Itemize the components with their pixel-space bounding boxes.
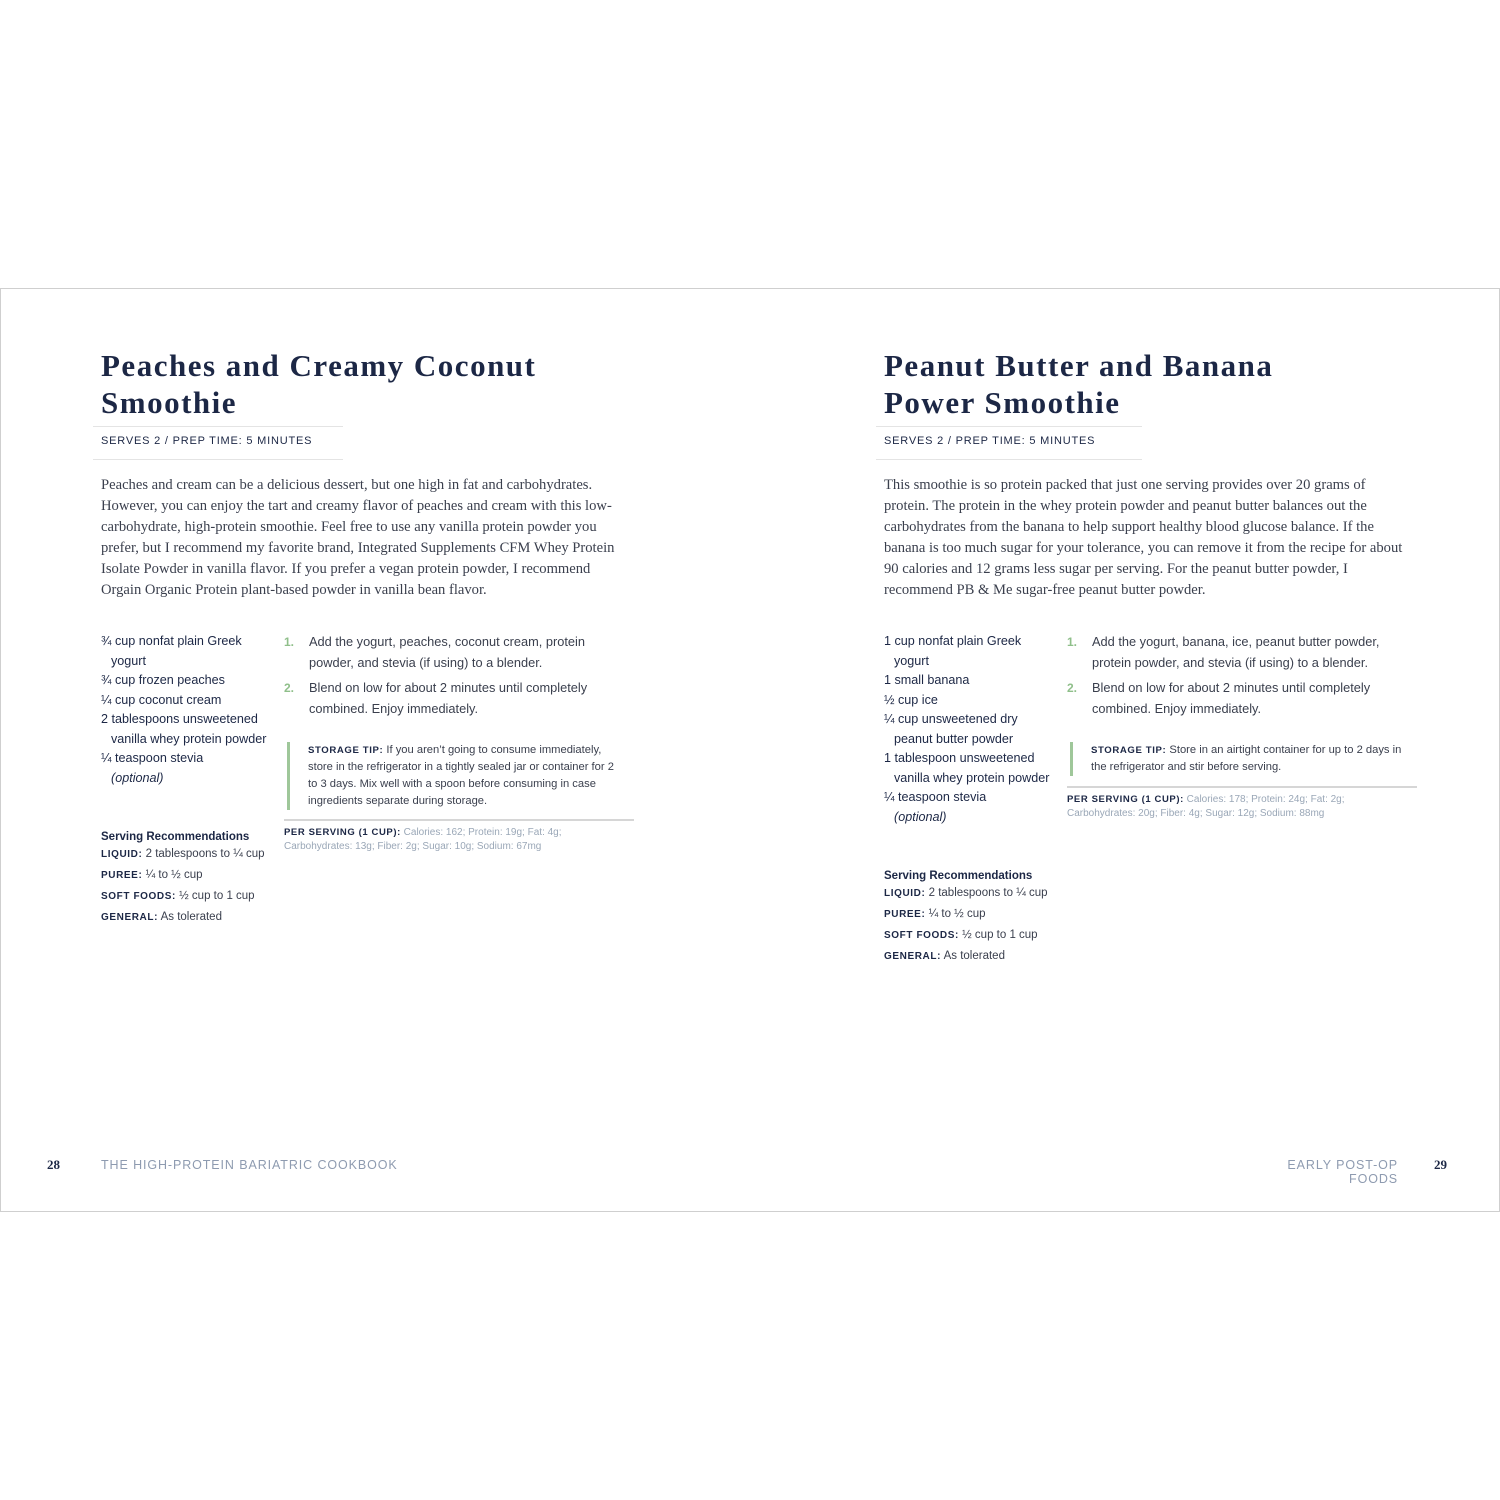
- serving-label: SOFT FOODS:: [101, 891, 176, 902]
- left-page: [1, 289, 750, 1211]
- serving-recommendations: [884, 868, 1054, 969]
- storage-tip: [1070, 742, 1409, 776]
- divider: [876, 426, 1142, 427]
- step-list: [1067, 632, 1397, 724]
- ingredient-item: 2 tablespoons unsweetened vanilla whey protein powder: [101, 712, 267, 746]
- step-item: [284, 678, 614, 719]
- serving-recommendations: [101, 829, 271, 930]
- serving-heading: Serving Recommendations: [884, 870, 1033, 882]
- ingredient-item: 1 small banana: [884, 673, 970, 687]
- step-item: [1067, 632, 1397, 673]
- page-number: 29: [1434, 1157, 1447, 1172]
- ingredient-list: [101, 632, 271, 788]
- ingredient-item: 1 cup nonfat plain Greek yogurt: [884, 634, 1022, 668]
- ingredient-text: ¼ teaspoon stevia: [101, 751, 204, 765]
- tip-label: STORAGE TIP:: [308, 745, 384, 756]
- serving-value: 2 tablespoons to ¼ cup: [145, 848, 265, 860]
- recipe-intro: Peaches and cream can be a delicious dessert, but one high in fat and carbohydrates. However, you can enjoy the tart and creamy flavor of peaches and cream with this low-carbohydrate, high-protein smoothie. Feel free to use any vanilla protein powder you prefer, but I recommend my favorite brand, Integrated Supplements CFM Whey Protein Isolate Powder in vanilla flavor. If you prefer a vegan protein powder, I recommend Orgain Organic Protein plant-based powder in vanilla bean flavor.: [101, 477, 615, 598]
- storage-tip: [287, 742, 626, 810]
- title-line-1: Peanut Butter and Banana: [884, 348, 1274, 383]
- serving-value: ½ cup to 1 cup: [179, 890, 255, 902]
- serving-puree: [884, 906, 1054, 923]
- ingredient-optional: (optional): [894, 809, 947, 824]
- running-head: EARLY POST-OP FOODS: [1287, 1158, 1398, 1186]
- ingredient-text: ¼ teaspoon stevia: [884, 790, 987, 804]
- tip-label: STORAGE TIP:: [1091, 745, 1167, 756]
- step-number: 1.: [284, 635, 295, 649]
- serving-value: ¼ to ½ cup: [928, 908, 986, 920]
- ingredient-item: ¼ cup coconut cream: [101, 692, 222, 707]
- serving-label: PUREE:: [884, 909, 926, 920]
- divider: [284, 819, 634, 821]
- serving-puree: [101, 867, 271, 884]
- title-line-2: Smoothie: [101, 385, 237, 420]
- step-list: [284, 632, 614, 724]
- serving-value: 2 tablespoons to ¼ cup: [928, 887, 1048, 899]
- ingredient-item: [884, 788, 1054, 827]
- step-number: 2.: [1067, 681, 1078, 695]
- serving-value: As tolerated: [943, 950, 1005, 962]
- step-item: [284, 632, 614, 673]
- step-text: Blend on low for about 2 minutes until completely combined. Enjoy immediately.: [1092, 680, 1371, 716]
- title-line-2: Power Smoothie: [884, 385, 1121, 420]
- book-spread: [0, 288, 1500, 1212]
- serving-value: As tolerated: [160, 911, 222, 923]
- serving-general: [884, 948, 1054, 965]
- serves-prep-time: SERVES 2 / PREP TIME: 5 MINUTES: [101, 435, 313, 447]
- divider: [93, 459, 343, 460]
- serving-label: GENERAL:: [101, 912, 159, 923]
- running-head: THE HIGH-PROTEIN BARIATRIC COOKBOOK: [101, 1158, 398, 1172]
- step-text: Add the yogurt, peaches, coconut cream, protein powder, and stevia (if using) to a blender.: [309, 634, 586, 670]
- recipe-title: [884, 347, 1444, 421]
- serving-label: PUREE:: [101, 870, 143, 881]
- recipe-title: [101, 347, 661, 421]
- serving-heading: Serving Recommendations: [101, 831, 250, 843]
- serving-liquid: [884, 885, 1054, 902]
- ingredient-item: ¼ cup unsweetened dry peanut butter powder: [884, 712, 1018, 746]
- serving-label: SOFT FOODS:: [884, 930, 959, 941]
- serves-prep-time: SERVES 2 / PREP TIME: 5 MINUTES: [884, 435, 1096, 447]
- ingredient-list: [884, 632, 1054, 827]
- ingredient-item: 1 tablespoon unsweetened vanilla whey protein powder: [884, 751, 1050, 785]
- serving-soft-foods: [101, 888, 271, 905]
- ingredient-item: ¾ cup frozen peaches: [101, 673, 225, 687]
- step-item: [1067, 678, 1397, 719]
- nutrition-per-serving: [1067, 793, 1367, 821]
- divider: [876, 459, 1142, 460]
- serving-value: ½ cup to 1 cup: [962, 929, 1038, 941]
- ingredient-item: ½ cup ice: [884, 692, 938, 707]
- serving-label: LIQUID:: [101, 849, 143, 860]
- per-serving-text: Calories: 162; Protein: 19g; Fat: 4g; Carbohydrates: 13g; Fiber: 2g; Sugar: 10g; Sodium: 67mg: [284, 827, 562, 852]
- per-serving-label: PER SERVING (1 CUP):: [284, 827, 401, 838]
- title-line-1: Peaches and Creamy Coconut: [101, 348, 537, 383]
- tip-text: If you aren’t going to consume immediately, store in the refrigerator in a tightly sealed jar or container for 2 to 3 days. Mix well with a spoon before consuming in case ingredients separate during storage.: [308, 744, 614, 807]
- serving-label: GENERAL:: [884, 951, 942, 962]
- ingredient-item: [101, 749, 271, 788]
- step-text: Add the yogurt, banana, ice, peanut butter powder, protein powder, and stevia (if using) to a blender.: [1092, 634, 1380, 670]
- serving-general: [101, 909, 271, 926]
- divider: [93, 426, 343, 427]
- serving-value: ¼ to ½ cup: [145, 869, 203, 881]
- step-text: Blend on low for about 2 minutes until completely combined. Enjoy immediately.: [309, 680, 588, 716]
- tip-text: Store in an airtight container for up to 2 days in the refrigerator and stir before serving.: [1091, 744, 1402, 773]
- step-number: 1.: [1067, 635, 1078, 649]
- per-serving-label: PER SERVING (1 CUP):: [1067, 794, 1184, 805]
- serving-soft-foods: [884, 927, 1054, 944]
- step-number: 2.: [284, 681, 295, 695]
- divider: [1067, 786, 1417, 788]
- ingredient-item: ¾ cup nonfat plain Greek yogurt: [101, 634, 242, 668]
- recipe-intro: This smoothie is so protein packed that just one serving provides over 20 grams of protein. The protein in the whey protein powder and peanut butter balances out the carbohydrates from the banana to help support healthy blood glucose balance. If the banana is too much sugar for your tolerance, you can remove it from the recipe for about 90 calories and 12 grams less sugar per serving. For the peanut butter powder, I recommend PB & Me sugar-free peanut butter powder.: [884, 477, 1403, 598]
- serving-label: LIQUID:: [884, 888, 926, 899]
- right-page: [750, 289, 1499, 1211]
- per-serving-text: Calories: 178; Protein: 24g; Fat: 2g; Carbohydrates: 20g; Fiber: 4g; Sugar: 12g; Sodium: 88mg: [1067, 794, 1345, 819]
- serving-liquid: [101, 846, 271, 863]
- nutrition-per-serving: [284, 826, 584, 854]
- ingredient-optional: (optional): [111, 770, 164, 785]
- page-number: 28: [47, 1157, 60, 1172]
